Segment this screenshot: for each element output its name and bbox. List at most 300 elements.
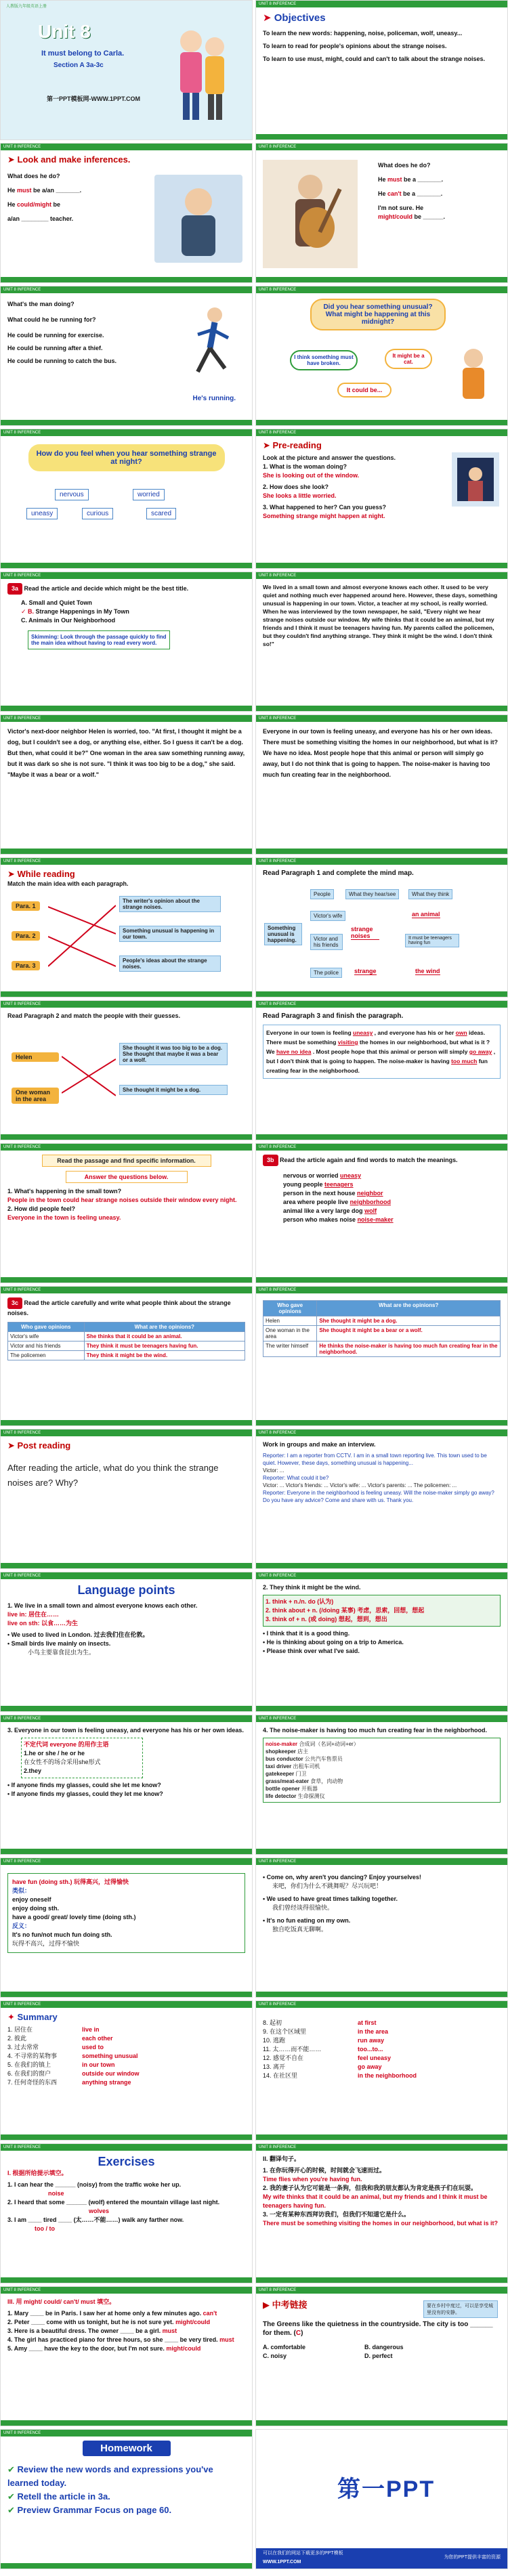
word-row: noise-maker 合成词（名词+动词+er） — [266, 1741, 359, 1747]
summary-row: 6. 在我们的窗户 outside our window — [7, 2070, 140, 2077]
slide-header: UNIT 8 INFERENCE — [256, 1144, 507, 1151]
translation-1-answer: Time flies when you're having fun. — [263, 2176, 362, 2183]
interview-r3: Reporter: Everyone in the neighborhood is feeling uneasy. Will the noise-maker simply go away? Do you have any advice? Come and share with us. Thank you. — [263, 1490, 494, 1503]
translation-2-answer: My wife thinks that it could be an animal, but my friends and I think it must be teenagers having fun. — [263, 2193, 488, 2209]
header-hear: What they hear/see — [345, 889, 399, 899]
pre-reading-title — [263, 440, 501, 451]
word-scared: scared — [146, 508, 176, 519]
slide-while-reading[interactable] — [0, 857, 253, 997]
slide-article-p2[interactable] — [0, 714, 253, 855]
slide-footer — [256, 2277, 507, 2283]
guess-2[interactable]: She thought it might be a dog. — [119, 1085, 228, 1095]
para-2[interactable]: Para. 2 — [12, 931, 40, 941]
slide-article-p1[interactable] — [255, 572, 508, 712]
slide-header: UNIT 8 INFERENCE — [256, 715, 507, 722]
translation-1: 1. 在你玩得开心的时候，时间就会飞速而过。 — [263, 2167, 386, 2174]
slide-have-fun[interactable] — [0, 1858, 253, 1998]
slide-have-fun-examples[interactable] — [255, 1858, 508, 1998]
point-3: 3. Everyone in our town is feeling uneasy, and everyone has his or her own ideas. — [7, 1727, 244, 1734]
slide-mind-map[interactable] — [255, 857, 508, 997]
check-icon: ✓ B. — [21, 608, 36, 615]
unit-title: Unit 8 — [38, 21, 91, 42]
summary-row: 5. 在我们的镇上 in our town — [7, 2061, 115, 2068]
slide-3b[interactable] — [255, 1143, 508, 1283]
example-1: • If anyone finds my glasses, could she let me know? — [7, 1782, 161, 1788]
mind-map-title: Read Paragraph 1 and complete the mind map. — [263, 870, 414, 877]
slide-header: UNIT 8 INFERENCE — [1, 1430, 252, 1436]
task-3a: 3a Read the article and decide which might be the best title. — [7, 583, 245, 595]
teacher-photo — [154, 175, 242, 263]
slide-footer — [256, 1992, 507, 1997]
word-row: gatekeeper 门卫 — [266, 1771, 307, 1777]
translation-3: 3. 一定有某种东西拜访我们，但我们不知道它是什么。 — [263, 2211, 410, 2218]
homework-2: ✔ Retell the article in 3a. — [7, 2491, 110, 2502]
slide-header: UNIT 8 INFERENCE — [1, 429, 252, 436]
summary-row: 3. 过去常常 used to — [7, 2044, 104, 2051]
unit-subtitle: It must belong to Carla. — [41, 49, 125, 58]
think-1: 1. think + n./n. do (认为) — [266, 1598, 334, 1605]
objective-2: To learn to read for people's opinions about the strange noises. — [263, 43, 447, 49]
task-3c: 3c Read the article carefully and write what people think about the strange noises. — [7, 1297, 245, 1318]
speech-bubble: Did you hear something unusual? What might be happening at this midnight? — [310, 299, 446, 330]
table-row: The policemen They think it might be the wind. — [8, 1351, 245, 1360]
slide-header: UNIT 8 INFERENCE — [1, 286, 252, 293]
modal-2: 2. Peter ____ come with us tonight, but he is not sure yet. might/could — [7, 2319, 211, 2325]
feelings-question: How do you feel when you hear something strange at night? — [28, 444, 225, 471]
slide-header: UNIT 8 INFERENCE — [256, 1858, 507, 1865]
col-who: Who gave opinions — [8, 1323, 85, 1332]
slide-header: UNIT 8 INFERENCE — [1, 1572, 252, 1579]
word-worried: worried — [133, 489, 165, 500]
interview-title: Work in groups and make an interview. — [263, 1441, 376, 1448]
slide-footer — [256, 2420, 507, 2426]
option-b[interactable]: B. dangerous — [364, 2344, 404, 2350]
similar-2: enjoy doing sth. — [12, 1905, 59, 1912]
summary-row: 10. 逃跑 run away — [263, 2037, 385, 2044]
example-3-cn: 独自吃饭真无聊啊。 — [272, 1926, 328, 1933]
slide-header: UNIT 8 INFERENCE — [1, 1715, 252, 1722]
match-lines — [62, 1039, 116, 1120]
slide-logo[interactable] — [255, 2429, 508, 2569]
post-reading-title-text: Post reading — [17, 1440, 71, 1451]
exercise-part-1: I. 根据所给提示填空。 — [7, 2170, 68, 2176]
summary-row: 7. 任何奇怪的东西 anything strange — [7, 2079, 131, 2086]
objectives-title — [263, 12, 501, 24]
node-teenagers: It must be teenagers having fun — [405, 934, 459, 947]
box-title: 不定代词 everyone 的用作主语 — [24, 1741, 109, 1748]
line-1: He must be a _______. — [378, 176, 444, 183]
thought-3: It could be... — [337, 383, 391, 398]
slide-header: UNIT 8 INFERENCE — [1, 2430, 252, 2437]
inference-title — [7, 154, 245, 165]
point-live-on: live on sth: 以食……为生 — [7, 1620, 79, 1627]
center-node: Something unusual is happening. — [264, 923, 302, 945]
finish-text: Everyone in our town is feeling uneasy , and everyone has his or her own ideas. There must be something visiting the homes in our neighborhood, but what is it ? We have no idea . Most people hope that this animal or person will simply go away , but I don't think that is going to happen. The noise-maker is having too much fun creating fear in the neighborhood. — [263, 1025, 501, 1079]
slide-header: UNIT 8 INFERENCE — [256, 2287, 507, 2294]
q2: 2. How does she look? — [263, 484, 329, 490]
modal-4: 4. The girl has practiced piano for three hours, so she ____ be very tired. must — [7, 2336, 234, 2343]
line-3: I'm not sure. He — [378, 205, 424, 211]
bullet-icon: ▶ — [263, 2300, 272, 2310]
similar-3: have a good/ great/ lovely time (doing sth.) — [12, 1914, 136, 1920]
slide-inferences-2[interactable] — [255, 143, 508, 283]
exam-options — [263, 2343, 501, 2361]
header-people: People — [310, 889, 334, 899]
q3: 3. What happened to her? Can you guess? — [263, 504, 387, 511]
slide-header: UNIT 8 INFERENCE — [1, 572, 252, 579]
slide-footer — [256, 1849, 507, 1854]
top-label: 人教版九年级英语上册 — [6, 5, 47, 9]
match-row-1: nervous or worried uneasy — [283, 1172, 362, 1179]
answer-1: He could be running for exercise. — [7, 332, 104, 339]
summary-row: 2. 彼此 each other — [7, 2035, 113, 2042]
example-3: • Please think over what I've said. — [263, 1648, 360, 1654]
thought-2: It might be a cat. — [385, 349, 432, 369]
slide-footer — [256, 1277, 507, 1283]
slide-footer — [1, 1563, 252, 1568]
slide-exercises[interactable] — [0, 2143, 253, 2283]
interview-v2: Victor: ... Victor's friends: ... Victor's wife: ... Victor's parents: ... The policemen: ... — [263, 1482, 457, 1488]
word-uneasy: uneasy — [26, 508, 58, 519]
exercise-2-answer: wolves — [89, 2208, 110, 2214]
q1: 1. What's happening in the small town? — [7, 1188, 122, 1195]
point-4: 4. The noise-maker is having too much fun creating fear in the neighborhood. — [263, 1727, 488, 1734]
slide-footer — [256, 1134, 507, 1140]
exam-note: 要在乡村中度过，可以是享受城里没有的安静。 — [423, 2300, 498, 2318]
match-row-6: person who makes noise noise-maker — [283, 1216, 394, 1223]
word-row: bottle opener 开瓶器 — [266, 1786, 318, 1792]
guess-1[interactable]: She thought it was too big to be a dog. She thought that maybe it was a bear or a wolf. — [119, 1043, 228, 1065]
summary-row: 9. 在这个区域里 in the area — [263, 2028, 389, 2035]
opinions-table — [7, 1322, 245, 1360]
slide-3a[interactable] — [0, 572, 253, 712]
check-icon: ✔ — [7, 2491, 18, 2502]
think-usage-box — [263, 1595, 501, 1627]
slide-3c[interactable] — [0, 1286, 253, 1426]
example-1: • We used to lived in London. 过去我们住在伦敦。 — [7, 1631, 149, 1638]
everyone-box — [21, 1738, 143, 1778]
match-intro: Match the main idea with each paragraph. — [7, 880, 129, 887]
think-3: 3. think of + n. (或 doing) 想起，想到，想出 — [266, 1616, 387, 1623]
question: What does he do? — [378, 162, 431, 169]
exam-question: The Greens like the quietness in the countryside. The city is too ______ for them. (C) — [263, 2321, 493, 2337]
answer-noises: strange noises — [351, 926, 379, 940]
think-2: 2. think about + n. (/doing 某事) 考虑，思索，回想，想起 — [266, 1607, 425, 1614]
slide-everyone-point[interactable] — [0, 1715, 253, 1855]
question-1: What's the man doing? — [7, 301, 75, 307]
slide-header: UNIT 8 INFERENCE — [1, 1001, 252, 1008]
slide-summary-2[interactable] — [255, 2000, 508, 2141]
slide-match-guesses[interactable] — [0, 1000, 253, 1140]
slide-header: UNIT 8 INFERENCE — [256, 2001, 507, 2008]
a3: Something strange might happen at night. — [263, 513, 385, 519]
word-row: life detector 生命探测仪 — [266, 1793, 325, 1799]
table-row: Victor and his friends They think it must be teenagers having fun. — [8, 1341, 245, 1351]
table-row: Victor's wife She thinks that it could be an animal. — [8, 1332, 245, 1341]
skimming-tip: Skimming: Look through the passage quickly to find the main idea without having to read every word. — [28, 630, 170, 649]
slide-pre-reading[interactable] — [255, 429, 508, 569]
a1: She is looking out of the window. — [263, 472, 360, 479]
task-3b: 3b Read the article again and find words to match the meanings. — [263, 1155, 501, 1166]
slide-header: UNIT 8 INFERENCE — [256, 1001, 507, 1008]
question-2: What could he be running for? — [7, 316, 96, 323]
option-c[interactable]: C. noisy — [263, 2353, 287, 2359]
summary-row: 13. 离开 go away — [263, 2063, 382, 2070]
slide-footer — [256, 991, 507, 997]
match-row-2: young people teenagers — [283, 1181, 354, 1188]
section-label: Section A 3a-3c — [54, 62, 104, 69]
example-1: • I think that it is a good thing. — [263, 1630, 350, 1637]
slide-footer — [1, 1277, 252, 1283]
slide-header: UNIT 8 INFERENCE — [256, 144, 507, 150]
slide-think-points[interactable] — [255, 1572, 508, 1712]
arrow-icon: ➤ — [263, 440, 273, 450]
example-2: • Small birds live mainly on insects. — [7, 1640, 111, 1647]
a2: Everyone in the town is feeling uneasy. — [7, 1214, 121, 1221]
exercise-1: 1. I can hear the ______ (noisy) from the traffic woke her up. — [7, 2181, 182, 2188]
objectives-title-text: Objectives — [274, 12, 326, 24]
q1: 1. What is the woman doing? — [263, 463, 347, 470]
slide-footer — [1, 420, 252, 425]
line-2: He can't be a _______. — [378, 190, 443, 197]
box-line-3: 2.they — [24, 1767, 42, 1774]
idea-1[interactable]: The writer's opinion about the strange noises. — [119, 896, 221, 912]
slide-footer — [1, 706, 252, 711]
slide-running-man[interactable] — [0, 286, 253, 426]
objective-3: To learn to use must, might, could and can't to talk about the strange noises. — [263, 56, 486, 62]
table-row: Helen She thought it might be a dog. — [263, 1316, 501, 1326]
exercises-title: Exercises — [98, 2155, 155, 2168]
example-3: • It's no fun eating on my own. — [263, 1917, 351, 1924]
slide-header: UNIT 8 INFERENCE — [256, 429, 507, 436]
article-paragraph-3: Everyone in our town is feeling uneasy, and everyone has his or her own ideas. There must be something visiting the homes in our neighborhood, but what is it? We have no idea. Most people hope that this animal or person will simply go away, but I do not think that is going to happen. The noise-maker is having too much fun creating fear in the neighborhood. — [263, 728, 499, 778]
slide-footer — [1, 1420, 252, 1425]
slide-footer — [256, 2134, 507, 2140]
summary-row: 8. 起初 at first — [263, 2019, 377, 2026]
arrow-icon: ➤ — [7, 154, 18, 165]
slide-specific-info[interactable] — [0, 1143, 253, 1283]
arrow-icon: ➤ — [263, 12, 274, 24]
modal-5: 5. Amy ____ have the key to the door, but I'm not sure. might/could — [7, 2345, 201, 2352]
opposite-1-cn: 玩得不高兴，过得不愉快 — [12, 1940, 80, 1947]
have-fun-heading: have fun (doing sth.) 玩得高兴，过得愉快 — [12, 1879, 129, 1885]
check-icon: ✔ — [7, 2464, 18, 2474]
modal-1: 1. Mary ____ be in Paris. I saw her at home only a few minutes ago. can't — [7, 2310, 217, 2317]
node-wife: Victor's wife — [310, 911, 345, 921]
header-think: What they think — [408, 889, 452, 899]
translation-title: II. 翻译句子。 — [263, 2155, 301, 2162]
word-row: taxi driver 出租车司机 — [266, 1763, 320, 1769]
slide-header: UNIT 8 INFERENCE — [256, 286, 507, 293]
option-b[interactable]: ✓ B. Strange Happenings in My Town — [21, 608, 129, 615]
match-row-5: animal like a very large dog wolf — [283, 1207, 377, 1214]
word-row: grass/meat-eater 食草，肉动物 — [266, 1778, 343, 1784]
while-reading-title-text: While reading — [17, 869, 75, 879]
task-badge: 3a — [7, 583, 22, 595]
opposite-label: 反义： — [12, 1923, 31, 1929]
slide-footer — [1, 2134, 252, 2140]
have-fun-box — [7, 1873, 245, 1953]
a2: She looks a little worried. — [263, 492, 337, 499]
summary-title: ✦ Summary — [7, 2012, 58, 2022]
slide-footer — [1, 2563, 252, 2569]
slide-header: UNIT 8 INFERENCE — [256, 1572, 507, 1579]
example-1: • Come on, why aren't you dancing? Enjoy yourselves! — [263, 1874, 421, 1881]
slide-inferences-1[interactable] — [0, 143, 253, 283]
site-line-2[interactable]: WWW.1PPT.COM — [263, 2560, 301, 2564]
exercise-3: 3. I am ____ tired ____ (太……不能……) walk any farther now. — [7, 2216, 184, 2223]
slide-header: UNIT 8 INFERENCE — [1, 1287, 252, 1293]
homework-title: Homework — [83, 2441, 171, 2456]
slide-footer — [256, 563, 507, 568]
option-a[interactable]: A. Small and Quiet Town — [21, 599, 92, 606]
translation-3-answer: There must be something visiting the homes in our neighborhood, but what is it? — [263, 2220, 499, 2227]
slide-title[interactable] — [0, 0, 253, 140]
post-reading-question: After reading the article, what do you think the strange noises are? Why? — [7, 1463, 219, 1488]
slide-header: UNIT 8 INFERENCE — [256, 1715, 507, 1722]
line-3: a/an ________ teacher. — [7, 215, 74, 222]
option-a[interactable]: A. comfortable — [263, 2344, 306, 2350]
slide-exam-link[interactable] — [255, 2286, 508, 2426]
answer-questions: Answer the questions below. — [66, 1171, 188, 1183]
site-line-3: 为您的PPT提供丰富的资源 — [444, 2555, 501, 2560]
slide-footer — [1, 563, 252, 568]
slide-post-reading[interactable] — [0, 1429, 253, 1569]
ppt-logo: 第一PPT — [337, 2476, 436, 2502]
q2: 2. How did people feel? — [7, 1205, 76, 1212]
example-1-cn: 来吧，你们为什么不跳舞呢？尽兴玩吧！ — [272, 1883, 383, 1889]
slide-footer — [256, 1706, 507, 1711]
article-paragraph-2: Victor's next-door neighbor Helen is worried, too. "At first, I thought it might be a dog, but I couldn't see a dog, or anything else, either. So I guess it can't be a dog. But then, what could it be?" One woman in the area saw something running away, but it was dark so she is not sure. "I think it was too big to be a dog," she said. "Maybe it was a bear or a wolf." — [7, 728, 245, 778]
example-2-cn: 我们曾经谈得很愉快。 — [272, 1904, 334, 1911]
finish-title: Read Paragraph 3 and finish the paragraph. — [263, 1012, 404, 1020]
answer-animal: an animal — [412, 911, 440, 918]
slide-article-p3[interactable] — [255, 714, 508, 855]
thought-1: I think something must have broken. — [290, 350, 358, 370]
slide-footer — [1, 277, 252, 282]
person-helen[interactable]: Helen — [12, 1052, 59, 1062]
slide-footer — [1, 1706, 252, 1711]
boy-image — [453, 345, 494, 412]
slide-header: UNIT 8 INFERENCE — [1, 2144, 252, 2151]
similar-1: enjoy oneself — [12, 1896, 51, 1903]
slide-finish-paragraph[interactable] — [255, 1000, 508, 1140]
slide-header: UNIT 8 INFERENCE — [1, 2287, 252, 2294]
slide-summary[interactable] — [0, 2000, 253, 2141]
option-d[interactable]: D. perfect — [364, 2353, 393, 2359]
idea-2[interactable]: Something unusual is happening in our town. — [119, 926, 221, 942]
summary-row: 1. 居住在 live in — [7, 2026, 100, 2033]
language-points-title: Language points — [77, 1583, 175, 1597]
slide-modal-fill[interactable] — [0, 2286, 253, 2426]
slide-footer — [1, 2420, 252, 2426]
match-lines — [48, 896, 116, 989]
slide-header: UNIT 8 INFERENCE — [1, 715, 252, 722]
interview-r2: Reporter: What could it be? — [263, 1475, 329, 1481]
arrow-icon: ➤ — [7, 869, 18, 879]
match-row-4: area where people live neighborhood — [283, 1199, 391, 1205]
slide-language-points[interactable] — [0, 1572, 253, 1712]
exercise-2: 2. I heard that some ______ (wolf) entered the mountain village last night. — [7, 2199, 220, 2206]
slide-noise-maker-point[interactable] — [255, 1715, 508, 1855]
slide-translation[interactable] — [255, 2143, 508, 2283]
col-who: Who gave opinions — [263, 1301, 317, 1316]
summary-row: 12. 感觉不自在 feel uneasy — [263, 2055, 391, 2061]
task-badge: 3b — [263, 1155, 278, 1166]
slide-interview[interactable] — [255, 1429, 508, 1569]
translation-2: 2. 我的妻子认为它可能是一条狗，但我和我的朋友都认为肯定是孩子们在玩耍。 — [263, 2185, 478, 2191]
word-nervous: nervous — [55, 489, 89, 500]
slide-header: UNIT 8 INFERENCE — [256, 858, 507, 865]
summary-row: 4. 不寻常的某物事 something unusual — [7, 2053, 138, 2059]
slide-header: UNIT 8 INFERENCE — [1, 144, 252, 150]
homework-1: ✔ Review the new words and expressions you've learned today. — [7, 2464, 213, 2488]
slide-footer — [1, 1134, 252, 1140]
slide-header: UNIT 8 INFERENCE — [256, 2144, 507, 2151]
match-title: Read Paragraph 2 and match the people with their guesses. — [7, 1012, 181, 1019]
slide-feelings[interactable] — [0, 429, 253, 569]
slide-footer — [256, 277, 507, 282]
idea-3[interactable]: People's ideas about the strange noises. — [119, 956, 221, 972]
slide-footer — [1, 1992, 252, 1997]
example-2: • If anyone finds my glasses, could they let me know? — [7, 1790, 163, 1797]
opposite-1: It's no fun/not much fun doing sth. — [12, 1931, 112, 1938]
slide-header: UNIT 8 INFERENCE — [1, 1144, 252, 1151]
while-reading-title — [7, 869, 245, 880]
box-line-2: 在女性不的场合采用she形式 — [24, 1759, 101, 1765]
person-woman[interactable]: One woman in the area — [12, 1088, 59, 1104]
slide-footer — [256, 1563, 507, 1568]
para-1[interactable]: Para. 1 — [12, 901, 40, 911]
point-live-in: live in: 居住在…… — [7, 1611, 60, 1618]
site-label: 第一PPT模板网-WWW.1PPT.COM — [47, 95, 140, 102]
slide-header: UNIT 8 INFERENCE — [1, 858, 252, 865]
word-row: shopkeeper 店主 — [266, 1748, 309, 1755]
point-2: 2. They think it might be the wind. — [263, 1584, 361, 1591]
table-row: One woman in the area She thought it might be a bear or a wolf. — [263, 1326, 501, 1341]
opinions-table-2 — [263, 1300, 501, 1357]
slide-footer — [1, 991, 252, 997]
slide-midnight[interactable] — [255, 286, 508, 426]
slide-3c-continued[interactable] — [255, 1286, 508, 1426]
slide-homework[interactable] — [0, 2429, 253, 2569]
line-1: He must be a/an _______. — [7, 187, 82, 194]
slide-footer — [1, 849, 252, 854]
slide-header: UNIT 8 INFERENCE — [256, 572, 507, 579]
example-2: • He is thinking about going on a trip to America. — [263, 1639, 404, 1646]
compound-words-box — [263, 1738, 501, 1803]
para-3[interactable]: Para. 3 — [12, 961, 40, 970]
modal-3: 3. Here is a beautiful dress. The owner ____ be a girl. must — [7, 2327, 177, 2334]
point-1: 1. We live in a small town and almost everyone knows each other. — [7, 1602, 198, 1609]
arrow-icon: ➤ — [7, 1440, 18, 1451]
line-4: might/could be ______. — [378, 213, 446, 220]
slide-header: UNIT 8 INFERENCE — [1, 1858, 252, 1865]
slide-objectives[interactable] — [255, 0, 508, 140]
table-row: The writer himself He thinks the noise-maker is having too much fun creating fear in the neighborhood. — [263, 1341, 501, 1357]
slide-header: UNIT 8 INFERENCE — [256, 1, 507, 7]
slide-header: UNIT 8 INFERENCE — [256, 1430, 507, 1436]
node-police: The police — [310, 968, 342, 978]
node-friends: Victor and his friends — [310, 934, 343, 950]
option-c[interactable]: C. Animals in Our Neighborhood — [21, 617, 116, 624]
answer-strange: strange — [354, 968, 377, 974]
exercise-1-answer: noise — [48, 2190, 64, 2197]
answer-2: He could be running after a thief. — [7, 345, 103, 351]
answer-3: He could be running to catch the bus. — [7, 358, 117, 364]
slide-footer — [256, 1420, 507, 1425]
running-label: He's running. — [192, 395, 236, 402]
